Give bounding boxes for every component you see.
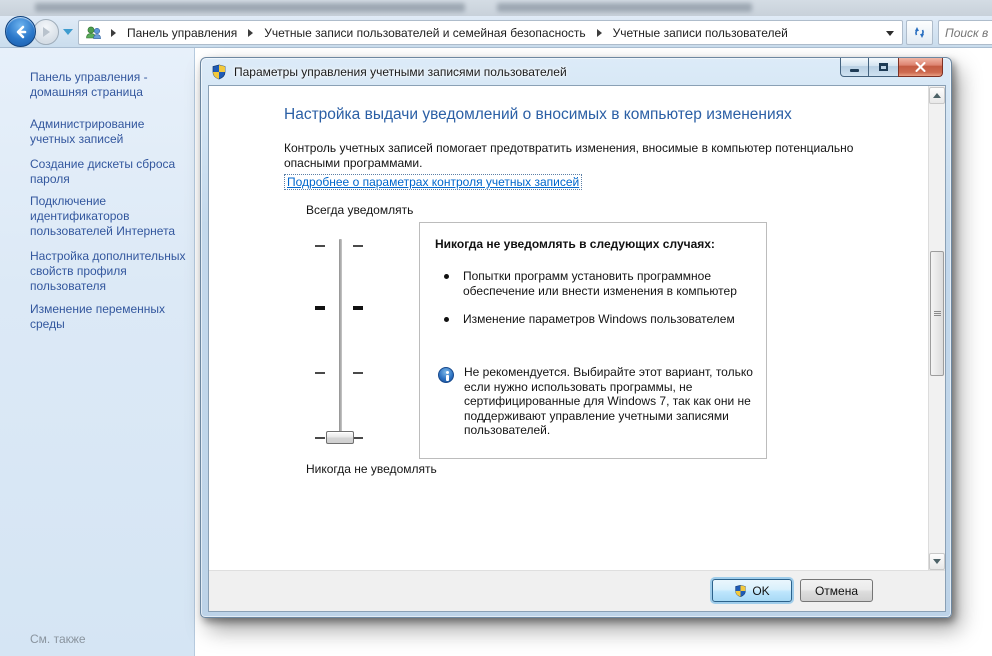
window-caption-blurred: [0, 0, 992, 16]
close-button[interactable]: [898, 58, 943, 77]
scrollbar-up-button[interactable]: [929, 87, 945, 104]
slider-tick-default: [353, 306, 363, 310]
breadcrumb-item-user-accounts-family[interactable]: Учетные записи пользователей и семейная безопасность: [264, 25, 586, 40]
address-dropdown-icon[interactable]: [886, 31, 894, 36]
scrollbar-down-button[interactable]: [929, 553, 945, 570]
sidebar-item-link-online-ids[interactable]: Подключение идентификаторов пользователей Интернета: [30, 194, 176, 238]
uac-shield-icon: [734, 584, 747, 598]
uac-shield-icon: [211, 64, 227, 80]
description-line: опасными программами.: [284, 156, 423, 170]
slider-tick: [315, 437, 325, 439]
slider-tick: [315, 245, 325, 247]
scrollbar-grip-icon: [934, 311, 941, 317]
bullet-icon: [444, 274, 449, 279]
maximize-button[interactable]: [869, 58, 898, 77]
info-bullet-item: [444, 312, 755, 327]
maximize-icon: [879, 63, 888, 71]
ok-button[interactable]: [712, 579, 792, 602]
breadcrumb-separator-icon: [248, 29, 253, 37]
refresh-icon: [912, 25, 927, 40]
description-line: Контроль учетных записей помогает предотвратить изменения, вносимые в компьютер потенциально: [284, 141, 854, 155]
minimize-button[interactable]: [840, 58, 869, 77]
info-icon: [438, 367, 454, 383]
dialog-footer: [209, 570, 945, 611]
info-box-heading: Никогда не уведомлять в следующих случаях:: [435, 237, 715, 251]
sidebar-item-environment-variables[interactable]: Изменение переменных среды: [30, 302, 166, 331]
breadcrumb-item-user-accounts[interactable]: Учетные записи пользователей: [612, 25, 788, 40]
scrollbar-thumb[interactable]: [930, 251, 944, 376]
slider-tick: [315, 372, 325, 374]
dialog-titlebar[interactable]: [201, 58, 951, 85]
refresh-button[interactable]: [906, 20, 933, 45]
slider-level-info-box: [419, 222, 767, 459]
uac-settings-dialog: [200, 57, 952, 618]
back-button[interactable]: [5, 16, 36, 47]
bullet-icon: [444, 317, 449, 322]
dialog-title: Параметры управления учетными записями пользователей: [234, 64, 567, 79]
slider-tick-default: [315, 306, 325, 310]
close-icon: [915, 62, 926, 72]
sidebar: [0, 48, 195, 656]
window-controls: [840, 58, 943, 77]
slider-label-never-notify: Никогда не уведомлять: [306, 462, 437, 476]
sidebar-item-control-panel-home[interactable]: Панель управления - домашняя страница: [30, 70, 148, 99]
breadcrumb-separator-icon: [597, 29, 602, 37]
scroll-down-icon: [933, 559, 941, 564]
forward-button[interactable]: [33, 19, 59, 45]
scroll-up-icon: [933, 93, 941, 98]
back-arrow-icon: [14, 25, 28, 39]
sidebar-item-password-reset-disk[interactable]: Создание дискеты сброса пароля: [30, 157, 176, 186]
recent-pages-dropdown-icon[interactable]: [63, 29, 73, 35]
slider-label-always-notify: Всегда уведомлять: [306, 203, 414, 217]
navigation-bar: [0, 16, 992, 48]
breadcrumb-item-control-panel[interactable]: Панель управления: [127, 25, 238, 40]
note-text: Не рекомендуется. Выбирайте этот вариант, только если нужно использовать программы, не сертифицированные для Windows 7, так как они не поддерживают управление учетными записями пользователей.: [464, 365, 753, 438]
info-bullet-item: [444, 269, 755, 299]
breadcrumb-separator-icon: [111, 29, 116, 37]
ok-button-label: OK: [752, 583, 770, 598]
uac-slider-thumb[interactable]: [326, 431, 354, 444]
sidebar-item-advanced-profile[interactable]: Настройка дополнительных свойств профиля пользователя: [30, 249, 186, 293]
bullet-text: Изменение параметров Windows пользователем: [463, 312, 735, 326]
cancel-button-label: Отмена: [814, 583, 859, 598]
see-also-heading: См. также: [30, 632, 86, 646]
minimize-icon: [850, 69, 859, 72]
users-icon: [85, 25, 102, 41]
bullet-text: Попытки программ установить программное обеспечение или внести изменения в компьютер: [463, 269, 737, 298]
dialog-client-area: [208, 85, 946, 612]
slider-tick: [353, 245, 363, 247]
dialog-scrollbar[interactable]: [928, 86, 945, 571]
slider-tick: [353, 372, 363, 374]
search-input[interactable]: [945, 26, 992, 40]
sidebar-item-manage-accounts[interactable]: Администрирование учетных записей: [30, 117, 145, 146]
breadcrumb[interactable]: [78, 20, 903, 45]
blurred-caption-text: [35, 3, 465, 12]
blurred-caption-text: [497, 3, 752, 12]
cancel-button[interactable]: [800, 579, 873, 602]
dialog-heading: Настройка выдачи уведомлений о вносимых в компьютер изменениях: [284, 106, 792, 123]
uac-details-link[interactable]: Подробнее о параметрах контроля учетных записей: [284, 174, 582, 190]
slider-tick: [353, 437, 363, 439]
forward-arrow-icon: [43, 27, 50, 37]
dialog-description: [284, 141, 853, 171]
uac-slider-track[interactable]: [339, 239, 342, 439]
not-recommended-note: [438, 365, 758, 438]
search-box[interactable]: [938, 20, 992, 45]
